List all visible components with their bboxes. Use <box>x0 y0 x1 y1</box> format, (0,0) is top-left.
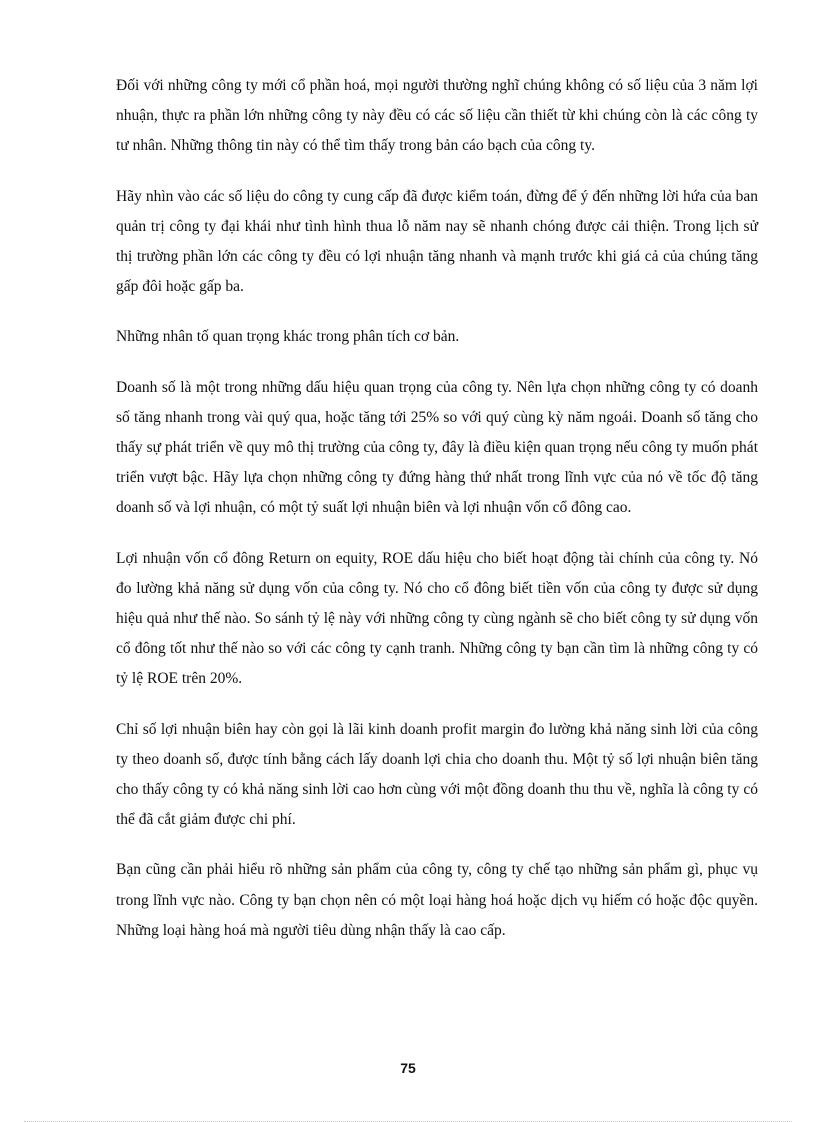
paragraph-profit-margin: Chỉ số lợi nhuận biên hay còn gọi là lãi kinh doanh profit margin đo lường khả năng sinh lời của công ty theo doanh số, được tính bằng cách lấy doanh lợi chia cho doanh thu. Một tỷ số lợi nhuận biên tăng cho thấy công ty có khả năng sinh lời cao hơn cùng với một đồng doanh thu thu về, nghĩa là công ty có thể đã cắt giảm được chi phí. <box>116 720 758 829</box>
paragraph-sales: Doanh số là một trong những dấu hiệu quan trọng của công ty. Nên lựa chọn những công ty có doanh số tăng nhanh trong vài quý qua, hoặc tăng tới 25% so với quý cùng kỳ năm ngoái. Doanh số tăng cho thấy sự phát triển về quy mô thị trường của công ty, đây là điều kiện quan trọng nếu công ty muốn phát triển vượt bậc. Hãy lựa chọn những công ty đứng hàng thứ nhất trong lĩnh vực của nó về tốc độ tăng doanh số và lợi nhuận, có một tỷ suất lợi nhuận biên và lợi nhuận vốn cổ đông cao. <box>116 378 758 517</box>
page-number: 75 <box>400 1060 416 1076</box>
paragraph-equitized-companies: Đối với những công ty mới cổ phần hoá, mọi người thường nghĩ chúng không có số liệu của 3 năm lợi nhuận, thực ra phần lớn những công ty này đều có các số liệu cần thiết từ khi chúng còn là các công ty tư nhân. Những thông tin này có thể tìm thấy trong bản cáo bạch của công ty. <box>116 77 758 155</box>
paragraph-roe: Lợi nhuận vốn cổ đông Return on equity, ROE dấu hiệu cho biết hoạt động tài chính của công ty. Nó đo lường khả năng sử dụng vốn của công ty. Nó cho cổ đông biết tiền vốn của công ty được sử dụng hiệu quả như thế nào. So sánh tỷ lệ này với những công ty cùng ngành sẽ cho biết công ty sử dụng vốn cổ đông tốt như thế nào so với các công ty cạnh tranh. Những công ty bạn cần tìm là những công ty có tỷ lệ ROE trên 20%. <box>116 549 758 688</box>
page-bottom-divider <box>24 1121 792 1122</box>
paragraph-other-factors: Những nhân tố quan trọng khác trong phân tích cơ bản. <box>116 328 460 346</box>
paragraph-products: Bạn cũng cần phải hiểu rõ những sản phẩm của công ty, công ty chế tạo những sản phẩm gì, phục vụ trong lĩnh vực nào. Công ty bạn chọn nên có một loại hàng hoá hoặc dịch vụ hiếm có hoặc độc quyền. Những loại hàng hoá mà người tiêu dùng nhận thấy là cao cấp. <box>116 861 758 939</box>
paragraph-audited-figures: Hãy nhìn vào các số liệu do công ty cung cấp đã được kiểm toán, đừng để ý đến những lời hứa của ban quản trị công ty đại khái như tình hình thua lỗ năm nay sẽ nhanh chóng được cải thiện. Trong lịch sử thị trường phần lớn các công ty đều có lợi nhuận tăng nhanh và mạnh trước khi giá cả của chúng tăng gấp đôi hoặc gấp ba. <box>116 187 758 296</box>
page-body <box>116 71 758 966</box>
